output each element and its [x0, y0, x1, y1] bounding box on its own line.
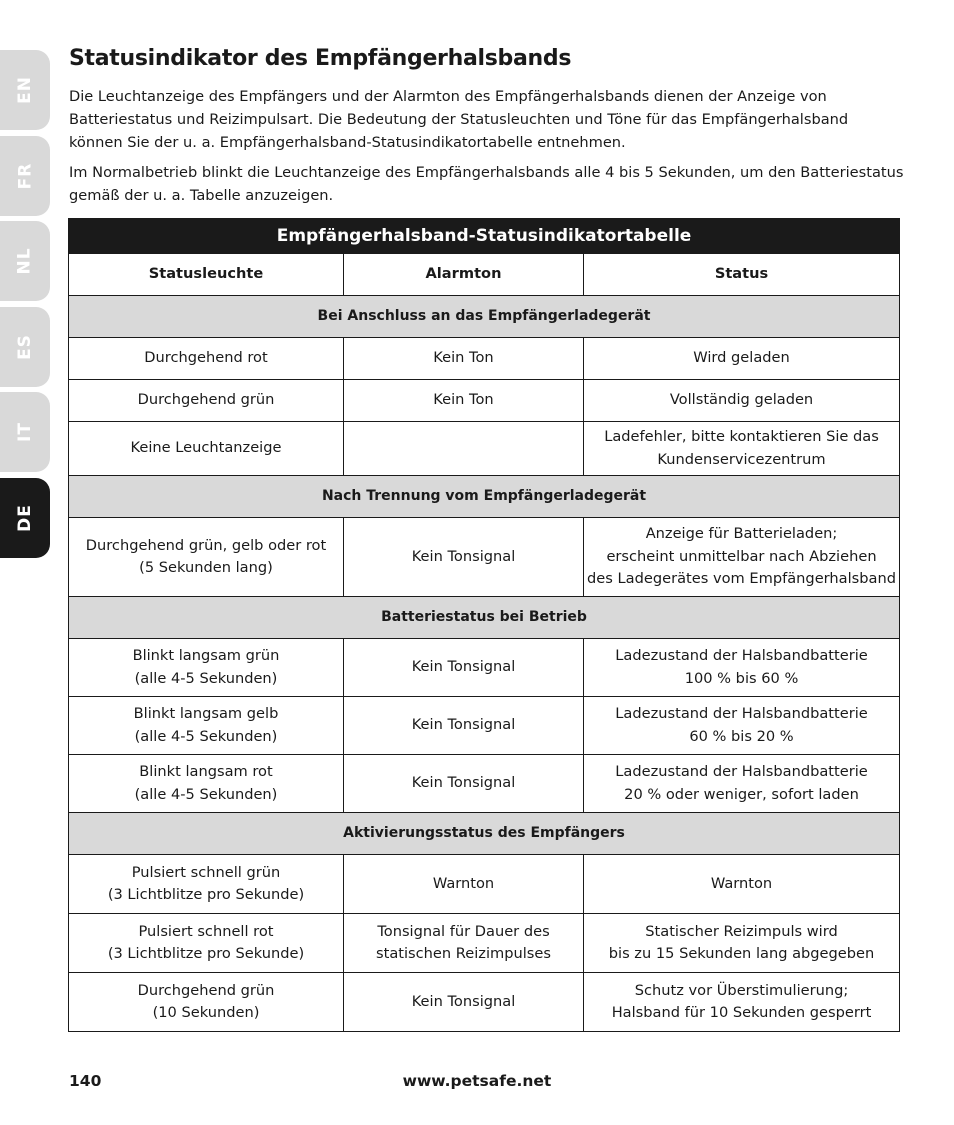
table-title: Empfängerhalsband-Statusindikatortabelle: [69, 219, 900, 254]
section-header-activation: Aktivierungsstatus des Empfängers: [69, 813, 900, 855]
tab-it[interactable]: IT: [0, 392, 50, 472]
cell-light: Durchgehend rot: [69, 338, 344, 380]
cell-alarm: Kein Tonsignal: [344, 755, 584, 813]
cell-alarm: Kein Tonsignal: [344, 639, 584, 697]
cell-alarm: Tonsignal für Dauer des statischen Reizimpulses: [344, 914, 584, 973]
column-header-statusleuchte: Statusleuchte: [69, 254, 344, 296]
table-row: [69, 639, 900, 697]
cell-status: Schutz vor Überstimulierung; Halsband für 10 Sekunden gesperrt: [584, 973, 900, 1032]
table-row: [69, 697, 900, 755]
cell-light: Durchgehend grün, gelb oder rot (5 Sekunden lang): [69, 518, 344, 597]
cell-alarm: Kein Tonsignal: [344, 697, 584, 755]
cell-status: Anzeige für Batterieladen; erscheint unmittelbar nach Abziehen des Ladegerätes vom Empfängerhalsband: [584, 518, 900, 597]
cell-light: Durchgehend grün (10 Sekunden): [69, 973, 344, 1032]
cell-light: Blinkt langsam rot (alle 4-5 Sekunden): [69, 755, 344, 813]
cell-alarm: Kein Tonsignal: [344, 518, 584, 597]
table-row: [69, 973, 900, 1032]
cell-light: Durchgehend grün: [69, 380, 344, 422]
cell-light: Blinkt langsam gelb (alle 4-5 Sekunden): [69, 697, 344, 755]
page-title: Statusindikator des Empfängerhalsbands: [69, 46, 572, 71]
cell-light: Keine Leuchtanzeige: [69, 422, 344, 476]
cell-status: Ladezustand der Halsbandbatterie 60 % bis 20 %: [584, 697, 900, 755]
cell-status: Warnton: [584, 855, 900, 914]
column-header-status: Status: [584, 254, 900, 296]
tab-en[interactable]: EN: [0, 50, 50, 130]
cell-status: Statischer Reizimpuls wird bis zu 15 Sekunden lang abgegeben: [584, 914, 900, 973]
cell-alarm: [344, 422, 584, 476]
section-header-battery: Batteriestatus bei Betrieb: [69, 597, 900, 639]
cell-status: Vollständig geladen: [584, 380, 900, 422]
table-row: [69, 338, 900, 380]
column-header-alarmton: Alarmton: [344, 254, 584, 296]
cell-alarm: Kein Ton: [344, 380, 584, 422]
cell-status: Wird geladen: [584, 338, 900, 380]
cell-light: Blinkt langsam grün (alle 4-5 Sekunden): [69, 639, 344, 697]
cell-alarm: Warnton: [344, 855, 584, 914]
table-row: [69, 755, 900, 813]
cell-status: Ladezustand der Halsbandbatterie 100 % bis 60 %: [584, 639, 900, 697]
tab-fr[interactable]: FR: [0, 136, 50, 216]
table-row: [69, 422, 900, 476]
table-row: [69, 380, 900, 422]
table-row: [69, 518, 900, 597]
section-header-disconnect: Nach Trennung vom Empfängerladegerät: [69, 476, 900, 518]
cell-alarm: Kein Ton: [344, 338, 584, 380]
normal-operation-paragraph: Im Normalbetrieb blinkt die Leuchtanzeige des Empfängerhalsbands alle 4 bis 5 Sekunden, um den Batteriestatus gemäß der u. a. Tabelle anzuzeigen.: [69, 164, 904, 204]
footer-url[interactable]: www.petsafe.net: [402, 1072, 552, 1090]
section-header-charging: Bei Anschluss an das Empfängerladegerät: [69, 296, 900, 338]
status-table: [68, 218, 899, 1032]
intro-paragraph: Die Leuchtanzeige des Empfängers und der Alarmton des Empfängerhalsbands dienen der Anzeige von Batteriestatus und Reizimpulsart. Die Bedeutung der Statusleuchten und Töne für das Empfängerhalsband können Sie der u. a. Empfängerhalsband-Statusindikatortabelle entnehmen.: [69, 88, 849, 151]
tab-es[interactable]: ES: [0, 307, 50, 387]
table-row: [69, 855, 900, 914]
cell-status: Ladefehler, bitte kontaktieren Sie das Kundenservicezentrum: [584, 422, 900, 476]
cell-light: Pulsiert schnell grün (3 Lichtblitze pro Sekunde): [69, 855, 344, 914]
tab-nl[interactable]: NL: [0, 221, 50, 301]
cell-status: Ladezustand der Halsbandbatterie 20 % oder weniger, sofort laden: [584, 755, 900, 813]
page-number: 140: [69, 1072, 102, 1090]
tab-de[interactable]: DE: [0, 478, 50, 558]
table-row: [69, 914, 900, 973]
cell-alarm: Kein Tonsignal: [344, 973, 584, 1032]
cell-light: Pulsiert schnell rot (3 Lichtblitze pro Sekunde): [69, 914, 344, 973]
